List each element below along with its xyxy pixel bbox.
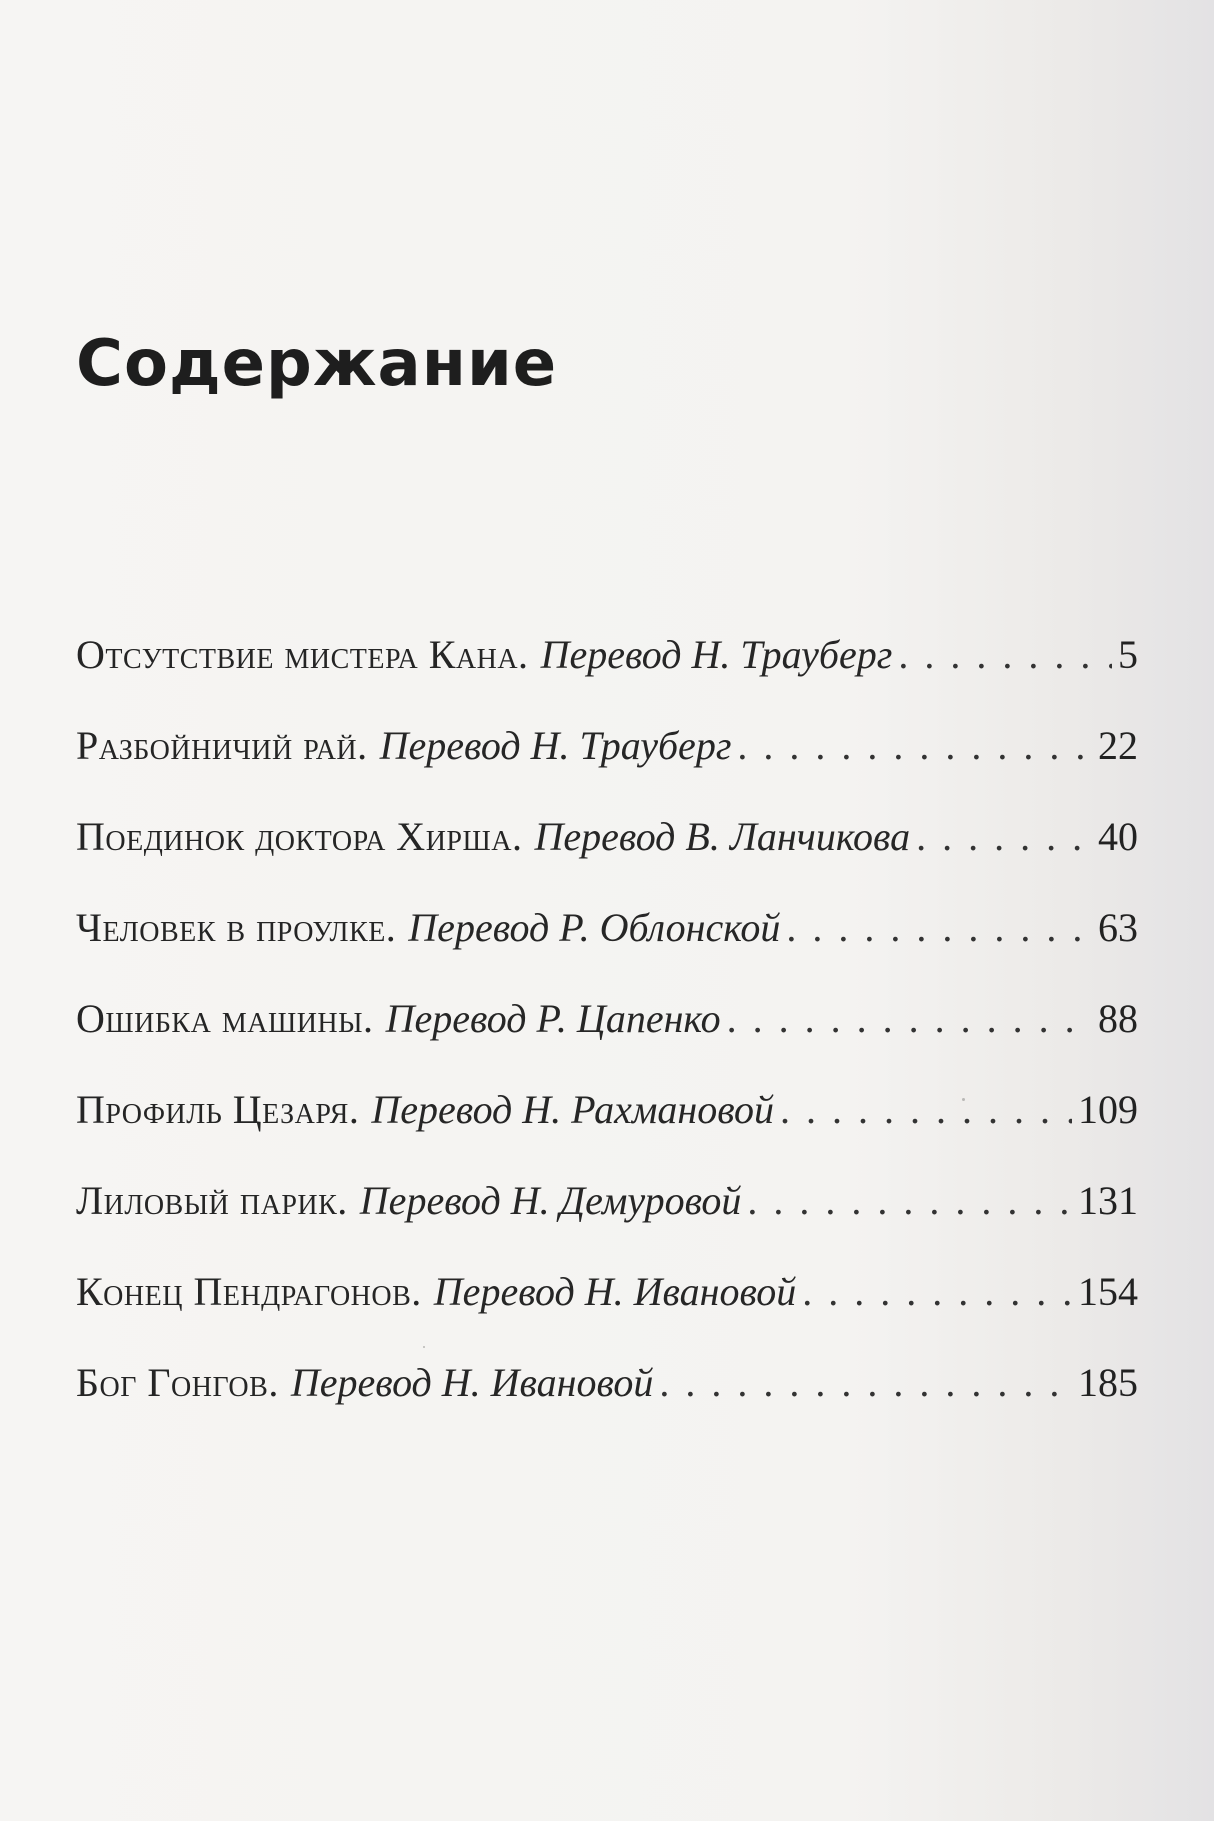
translator-credit: Перевод Н. Трауберг — [379, 723, 732, 768]
page-number: 88 — [1098, 996, 1138, 1041]
toc-entry — [76, 723, 1138, 817]
story-title: Разбойничий рай. — [76, 723, 368, 768]
story-title: Лиловый парик. — [76, 1178, 348, 1223]
toc-entry — [76, 996, 1138, 1090]
dot-leader — [898, 635, 1112, 675]
story-title: Бог Гонгов. — [76, 1360, 279, 1405]
toc-entry — [76, 814, 1138, 908]
dot-leader — [737, 726, 1092, 766]
toc-entry — [76, 1360, 1138, 1454]
story-title: Ошибка машины. — [76, 996, 374, 1041]
story-title: Отсутствие мистера Кана. — [76, 632, 529, 677]
paper-speck — [962, 1098, 965, 1101]
translator-credit: Перевод Н. Демуровой — [359, 1178, 742, 1223]
toc-entry — [76, 1178, 1138, 1272]
contents-heading: Содержание — [76, 327, 558, 401]
page-number: 63 — [1098, 905, 1138, 950]
page-number: 109 — [1078, 1087, 1138, 1132]
paper-speck — [423, 1346, 425, 1348]
dot-leader — [802, 1272, 1072, 1312]
translator-credit: Перевод В. Ланчикова — [534, 814, 911, 859]
story-title: Поединок доктора Хирша. — [76, 814, 523, 859]
page-number: 154 — [1078, 1269, 1138, 1314]
story-title: Профиль Цезаря. — [76, 1087, 360, 1132]
toc-entry — [76, 905, 1138, 999]
story-title: Конец Пендрагонов. — [76, 1269, 422, 1314]
table-of-contents — [76, 632, 1138, 1454]
page-number: 22 — [1098, 723, 1138, 768]
page-number: 185 — [1078, 1360, 1138, 1405]
toc-entry — [76, 1269, 1138, 1363]
translator-credit: Перевод Р. Цапенко — [385, 996, 721, 1041]
dot-leader — [786, 908, 1092, 948]
dot-leader — [916, 817, 1092, 857]
translator-credit: Перевод Н. Ивановой — [290, 1360, 654, 1405]
translator-credit: Перевод Н. Рахмановой — [371, 1087, 775, 1132]
dot-leader — [747, 1181, 1072, 1221]
translator-credit: Перевод Н. Ивановой — [433, 1269, 797, 1314]
page-number: 5 — [1118, 632, 1138, 677]
dot-leader — [727, 999, 1092, 1039]
translator-credit: Перевод Н. Трауберг — [540, 632, 893, 677]
story-title: Человек в проулке. — [76, 905, 397, 950]
toc-entry — [76, 1087, 1138, 1181]
dot-leader — [780, 1090, 1072, 1130]
page-number: 131 — [1078, 1178, 1138, 1223]
translator-credit: Перевод Р. Облонской — [408, 905, 781, 950]
page-number: 40 — [1098, 814, 1138, 859]
dot-leader — [659, 1363, 1072, 1403]
toc-entry — [76, 632, 1138, 726]
